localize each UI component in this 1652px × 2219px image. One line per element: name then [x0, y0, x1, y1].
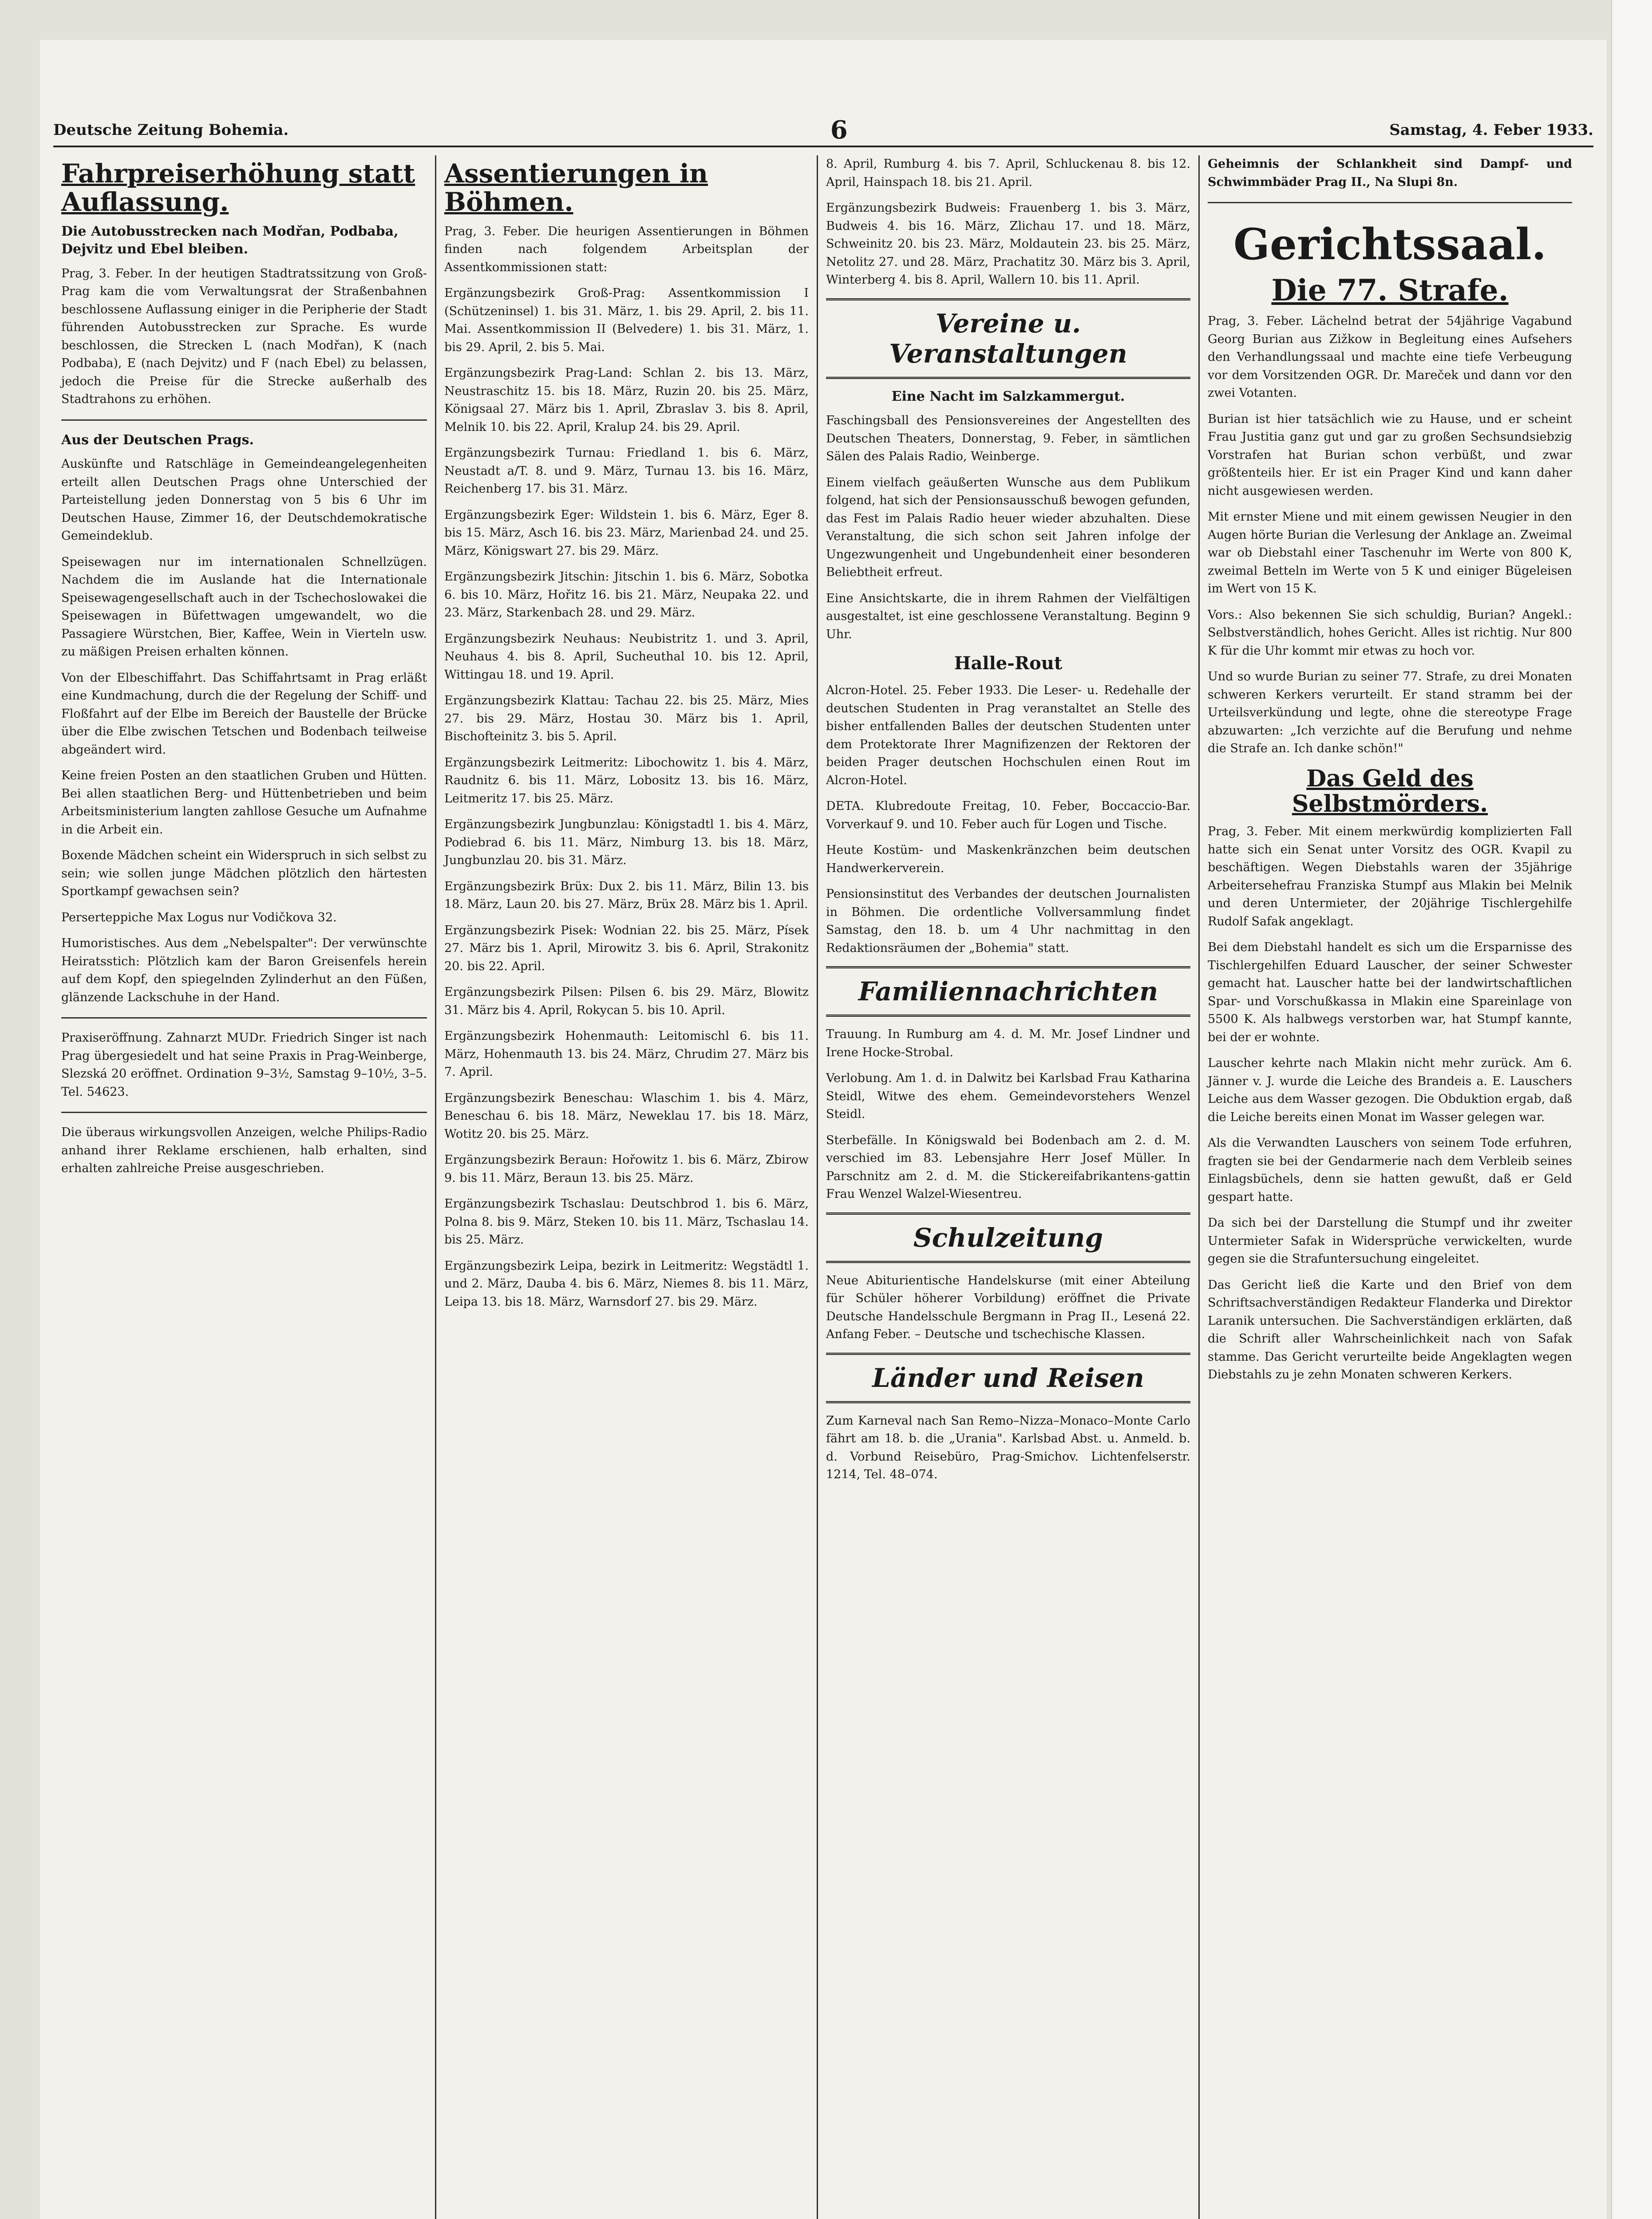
article-paragraph: Pensionsinstitut des Verbandes der deutschen Journalisten in Böhmen. Die ordentliche Vollversammlung findet Samstag, den 18. b. um 4 Uhr nachmittag in den Redaktionsräumen der „Bohemia" statt.: [826, 887, 1190, 955]
district-schedule: Ergänzungsbezirk Beneschau: Wlaschim 1. bis 4. März, Beneschau 6. bis 18. März, Neweklau 17. bis 18. März, Wotitz 20. bis 25. März.: [444, 1091, 809, 1141]
family-notice: Trauung. In Rumburg am 4. d. M. Mr. Josef Lindner und Irene Hocke-Strobal.: [826, 1027, 1190, 1059]
article-paragraph: Einem vielfach geäußerten Wunsche aus dem Publikum folgend, hat sich der Pensionsausschuß bewogen gefunden, das Fest im Palais Radio heuer wieder abzuhalten. Diese Veranstaltung, die sich schon seit Jahren infolge der Ungezwungenheit und Ungebundenheit einer besonderen Beliebtheit erfreut.: [826, 475, 1190, 579]
article-paragraph: Auskünfte und Ratschläge in Gemeindeangelegenheiten erteilt allen Deutschen Prags ohne Unterschied der Parteistellung jeden Donnerstag von 5 bis 6 Uhr im Deutschen Hause, Zimmer 16, der Deutschdemokratische Gemeindeklub.: [61, 457, 427, 543]
article-paragraph: Als die Verwandten Lauschers von seinem Tode erfuhren, fragten sie bei der Gendarmerie nach dem Verbleib seines Einlagsbüchels, denn sie hatten gewußt, daß er Geld gespart hatte.: [1208, 1136, 1572, 1204]
article-paragraph: Vors.: Also bekennen Sie sich schuldig, Burian? Angekl.: Selbstverständlich, hohes Gericht. Alles ist richtig. Nur 800 K für die Uhr kommt mir etwas zu hoch vor.: [1208, 608, 1572, 658]
article-paragraph: Heute Kostüm- und Maskenkränzchen beim deutschen Handwerkerverein.: [826, 843, 1190, 875]
district-schedule: Ergänzungsbezirk Neuhaus: Neubistritz 1. und 3. April, Neuhaus 4. bis 8. April, Sucheuthal 10. bis 12. April, Wittingau 18. und 19. April.: [444, 632, 809, 682]
article-paragraph: Lauscher kehrte nach Mlakin nicht mehr zurück. Am 6. Jänner v. J. wurde die Leiche des Brandeis a. E. Lauschers Leiche aus dem Wasser gezogen. Die Obduktion ergab, daß die Leiche bereits einen Monat im Wasser gelegen war.: [1208, 1056, 1572, 1124]
district-schedule: Ergänzungsbezirk Beraun: Hořowitz 1. bis 6. März, Zbirow 9. bis 11. März, Beraun 13. bis 25. März.: [444, 1153, 809, 1185]
article-paragraph: Und so wurde Burian zu seiner 77. Strafe, zu drei Monaten schweren Kerkers verurteilt. Er stand stramm bei der Urteilsverkündung und legte, ohne die stereotype Frage abzuwarten: „Ich verzichte auf die Berufung und nehme die Strafe an. Ich danke schön!": [1208, 670, 1572, 756]
section-heading: Eine Nacht im Salzkammergut.: [891, 388, 1125, 404]
article-paragraph: Das Gericht ließ die Karte und den Brief von dem Schriftsachverständigen Redakteur Flanderka und Direktor Laranik untersuchen. Die Sachverständigen erklärten, daß die Schrift aller Wahrscheinlichkeit nach von Safak stamme. Das Gericht verurteilte beide Angeklagten wegen Diebstahls zu je zehn Monaten schweren Kerkers.: [1208, 1278, 1572, 1382]
notice-paragraph: Praxiseröffnung. Zahnarzt MUDr. Friedrich Singer ist nach Prag übergesiedelt und hat seine Praxis in Prag-Weinberge, Slezská 20 eröffnet. Ordination 9–3½, Samstag 9–10½, 3–5. Tel. 54623.: [61, 1031, 427, 1099]
article-paragraph: Burian ist hier tatsächlich wie zu Hause, und er scheint Frau Justitia ganz gut und gar zu großen Sechsundsiebzig Vorstrafen hat Burian schon verbüßt, und zwar größtenteils hier. Er ist ein Prager Kind und kann daher nicht ausgewiesen werden.: [1208, 412, 1572, 498]
notice-paragraph: Die überaus wirkungsvollen Anzeigen, welche Philips-Radio anhand ihrer Reklame erschienen, halb erhalten, sind erhalten zahlreiche Preise ausgeschrieben.: [61, 1125, 427, 1176]
article-paragraph: Faschingsball des Pensionsvereines der Angestellten des Deutschen Theaters, Donnerstag, 9. Feber, in sämtlichen Sälen des Palais Radio, Weinberge.: [826, 414, 1190, 463]
advert-line: Geheimnis der Schlankheit sind Dampf- und Schwimmbäder Prag II., Na Slupi 8n.: [1208, 157, 1572, 189]
advert-line: Perserteppiche Max Logus nur Vodičkova 32.: [61, 910, 337, 924]
section-banner: Familiennachrichten: [826, 966, 1190, 1017]
divider: [1208, 202, 1572, 203]
district-schedule: Ergänzungsbezirk Jitschin: Jitschin 1. bis 6. März, Sobotka 6. bis 10. März, Hořitz 16. bis 21. März, Neupaka 22. und 23. März, Starkenbach 28. und 29. März.: [444, 570, 809, 620]
article-paragraph: Da sich bei der Darstellung die Stumpf und ihr zweiter Untermieter Safak in Widersprüche verwickelten, wurde gegen sie die Strafuntersuchung eingeleitet.: [1208, 1216, 1572, 1266]
article-paragraph: Mit ernster Miene und mit einem gewissen Neugier in den Augen hörte Burian die Verlesung der Anklage an. Zweimal war ob Diebstahl einer Taschenuhr im Werte von 800 K, zweimal Betteln im Werte von 5 K und einiger Bügeleisen im Wert von 15 K.: [1208, 510, 1572, 596]
divider: [61, 419, 427, 421]
article-title: Das Geld des Selbstmörders.: [1292, 765, 1488, 817]
district-schedule: Ergänzungsbezirk Jungbunzlau: Königstadtl 1. bis 4. März, Podiebrad 6. bis 11. März, Nimburg 13. bis 18. März, Jungbunzlau 20. bis 31. März.: [444, 817, 809, 868]
section-heading: Aus der Deutschen Prags.: [61, 432, 254, 448]
paper-name: Deutsche Zeitung Bohemia.: [53, 121, 289, 139]
column-2: [435, 155, 817, 2219]
article-title: Die 77. Strafe.: [1271, 272, 1509, 308]
district-schedule: Ergänzungsbezirk Pilsen: Pilsen 6. bis 29. März, Blowitz 31. März bis 4. April, Rokycan 5. bis 10. April.: [444, 985, 809, 1017]
family-notice: Verlobung. Am 1. d. in Dalwitz bei Karlsbad Frau Katharina Steidl, Witwe des ehem. Gemeindevorstehers Wenzel Steidl.: [826, 1071, 1190, 1121]
district-schedule: Ergänzungsbezirk Eger: Wildstein 1. bis 6. März, Eger 8. bis 15. März, Asch 16. bis 23. März, Marienbad 24. und 25. März, Königswart 27. bis 29. März.: [444, 508, 809, 558]
scan-margin: [1611, 0, 1652, 2219]
section-title: Gerichtssaal.: [1233, 219, 1547, 269]
article-paragraph: Prag, 3. Feber. Die heurigen Assentierungen in Böhmen finden nach folgendem Arbeitsplan der Assentkommissionen statt:: [444, 224, 809, 274]
article-paragraph: Eine Ansichtskarte, die in ihrem Rahmen der Vielfältigen ausgestaltet, ist eine geschlossene Veranstaltung. Beginn 9 Uhr.: [826, 591, 1190, 641]
district-schedule: Ergänzungsbezirk Leipa, bezirk in Leitmeritz: Wegstädtl 1. und 2. März, Dauba 4. bis 6. März, Niemes 8. bis 11. März, Leipa 13. bis 18. März, Warnsdorf 27. bis 29. März.: [444, 1259, 809, 1309]
article-paragraph: DETA. Klubredoute Freitag, 10. Feber, Boccaccio-Bar. Vorverkauf 9. und 10. Feber auch für Logen und Tische.: [826, 799, 1190, 831]
section-banner: Länder und Reisen: [826, 1353, 1190, 1403]
travel-notice: Zum Karneval nach San Remo–Nizza–Monaco–Monte Carlo fährt am 18. b. die „Urania". Karlsbad Abst. u. Anmeld. b. d. Vorbund Reisebüro, Prag-Smichov. Lichtenfelserstr. 1214, Tel. 48–074.: [826, 1414, 1190, 1481]
article-paragraph: Prag, 3. Feber. Mit einem merkwürdig komplizierten Fall hatte sich ein Senat unter Vorsitz des OGR. Kvapil zu beschäftigen. Wegen Diebstahls waren der 35jährige Arbeitersehefrau Franziska Stumpf aus Mlakin bei Melnik und deren Untermieter, der 20jährige Tischlergehilfe Rudolf Safak angeklagt.: [1208, 825, 1572, 928]
article-title: Assentierungen in Böhmen.: [444, 158, 708, 217]
column-1: [53, 155, 435, 2219]
divider: [61, 1017, 427, 1019]
district-schedule: Ergänzungsbezirk Groß-Prag: Assentkommission I (Schützeninsel) 1. bis 31. März, 1. bis 29. April, 2. bis 11. Mai. Assentkommission II (Belvedere) 1. bis 31. März, 1. bis 29. April, 2. bis 5. Mai.: [444, 286, 809, 354]
article-paragraph: Von der Elbeschiffahrt. Das Schiffahrtsamt in Prag erläßt eine Kundmachung, durch die der Regelung der Schiff- und Floßfahrt auf der Elbe im Bereich der Baustelle der Brücke über die Elbe zwischen Tetschen und Bodenbach teilweise abgeändert wird.: [61, 671, 427, 757]
district-schedule: Ergänzungsbezirk Budweis: Frauenberg 1. bis 3. März, Budweis 4. bis 16. März, Zlichau 17. und 18. März, Schweinitz 20. bis 23. März, Moldautein 23. bis 25. März, Netolitz 27. und 28. März, Prachatitz 30. März bis 3. April, Winterberg 4. bis 8. April, Wallern 10. bis 11. April.: [826, 201, 1190, 287]
article-paragraph: Speisewagen nur im internationalen Schnellzügen. Nachdem die im Auslande hat die Internationale Speisewagengesellschaft auch in der Tschechoslowakei die Speisewagen in Büfettwagen umgewandelt, wo die Passagiere Würstchen, Bier, Kaffee, Wein in Vierteln usw. zu mäßigen Preisen erhalten können.: [61, 555, 427, 659]
section-banner: Vereine u. Veranstaltungen: [826, 298, 1190, 379]
column-3: [817, 155, 1198, 2219]
district-schedule: Ergänzungsbezirk Leitmeritz: Libochowitz 1. bis 4. März, Raudnitz 6. bis 11. März, Lobositz 13. bis 16. März, Leitmeritz 17. bis 25. März.: [444, 755, 809, 805]
family-notice: Sterbefälle. In Königswald bei Bodenbach am 2. d. M. verschied im 83. Lebensjahre Herr Josef Müller. In Parschnitz am 2. d. M. die Stickereifabrikantens-gattin Frau Wenzel Walzel-Wiesentreu.: [826, 1133, 1190, 1201]
district-schedule: Ergänzungsbezirk Turnau: Friedland 1. bis 6. März, Neustadt a/T. 8. und 9. März, Turnau 13. bis 16. März, Reichenberg 17. bis 31. März.: [444, 446, 809, 496]
issue-date: Samstag, 4. Feber 1933.: [1389, 121, 1593, 139]
section-heading: Halle-Rout: [954, 653, 1063, 674]
district-schedule: 8. April, Rumburg 4. bis 7. April, Schluckenau 8. bis 12. April, Hainspach 18. bis 21. April.: [826, 157, 1190, 189]
district-schedule: Ergänzungsbezirk Pisek: Wodnian 22. bis 25. März, Písek 27. März bis 1. April, Mirowitz 3. bis 6. April, Strakonitz 20. bis 22. April.: [444, 923, 809, 973]
section-banner: Schulzeitung: [826, 1212, 1190, 1263]
district-schedule: Ergänzungsbezirk Klattau: Tachau 22. bis 25. März, Mies 27. bis 29. März, Hostau 30. März bis 1. April, Bischofteinitz 3. bis 5. April.: [444, 694, 809, 744]
district-schedule: Ergänzungsbezirk Tschaslau: Deutschbrod 1. bis 6. März, Polna 8. bis 9. März, Steken 10. bis 11. März, Tschaslau 14. bis 25. März.: [444, 1197, 809, 1247]
columns: [53, 155, 1593, 2219]
article-paragraph: Prag, 3. Feber. In der heutigen Stadtratssitzung von Groß-Prag kam die vom Verwaltungsrat der Straßenbahnen beschlossene Auflassung einiger in die Peripherie der Stadt führenden Autobusstrecken zur Sprache. Es wurde beschlossen, die Strecken L (nach Modřan), K (nach Podbaba), E (nach Dejvitz) und F (nach Ebel) zu belassen, jedoch die Preise für die Strecke außerhalb des Stadtrahons zu erhöhen.: [61, 266, 427, 407]
page-header: [53, 115, 1593, 147]
article-title: Fahrpreiserhöhung statt Auflassung.: [61, 158, 415, 217]
article-paragraph: Boxende Mädchen scheint ein Widerspruch in sich selbst zu sein; wie sollen junge Mädchen plötzlich den härtesten Sportkampf gewachsen sein?: [61, 849, 427, 899]
divider: [61, 1112, 427, 1113]
article-paragraph: Bei dem Diebstahl handelt es sich um die Ersparnisse des Tischlergehilfen Eduard Lauscher, der seiner Schwester gemacht hat. Lauscher hatte bei der landwirtschaftlichen Spar- und Vorschußkassa in Mlakin eine Spareinlage von 5500 K. Als halbwegs verstorben war, hat Stumpf kannte, bei der er wohnte.: [1208, 940, 1572, 1044]
district-schedule: Ergänzungsbezirk Brüx: Dux 2. bis 11. März, Bilin 13. bis 18. März, Laun 20. bis 27. März, Brüx 28. März bis 1. April.: [444, 879, 809, 912]
page-number: 6: [830, 115, 848, 145]
article-paragraph: Alcron-Hotel. 25. Feber 1933. Die Leser- u. Redehalle der deutschen Studenten in Prag veranstaltet an Stelle des bisher entfallenden Balles der deutschen Studenten unter dem Protektorate Ihrer Magnifizenzen der Rektoren der beiden Prager deutschen Hochschulen einen Rout im Alcron-Hotel.: [826, 683, 1190, 787]
article-paragraph: Prag, 3. Feber. Lächelnd betrat der 54jährige Vagabund Georg Burian aus Zižkow in Begleitung eines Aufsehers den Verhandlungssaal und machte eine tiefe Verbeugung vor dem Vorsitzenden OGR. Dr. Mareček und dann vor den zwei Votanten.: [1208, 314, 1572, 400]
article-subtitle: Die Autobusstrecken nach Modřan, Podbaba, Dejvitz und Ebel bleiben.: [61, 223, 399, 257]
district-schedule: Ergänzungsbezirk Hohenmauth: Leitomischl 6. bis 11. März, Hohenmauth 13. bis 24. März, Chrudim 27. März bis 7. April.: [444, 1029, 809, 1079]
school-notice: Neue Abiturientische Handelskurse (mit einer Abteilung für Schüler höherer Vorbildung) eröffnet die Private Deutsche Handelsschule Bergmann in Prag II., Lesená 22. Anfang Feber. – Deutsche und tschechische Klassen.: [826, 1273, 1190, 1341]
article-paragraph: Humoristisches. Aus dem „Nebelspalter": Der verwünschte Heiratsstich: Plötzlich kam der Baron Greisenfels herein auf dem Kopf, den spiegelnden Zylinderhut an den Füßen, glänzende Lackschuhe in der Hand.: [61, 936, 427, 1004]
column-4: [1198, 155, 1580, 2219]
article-paragraph: Keine freien Posten an den staatlichen Gruben und Hütten. Bei allen staatlichen Berg- und Hüttenbetrieben und beim Arbeitsministerium langten zahllose Gesuche um Aufnahme in die Arbeit ein.: [61, 769, 427, 837]
newspaper-page: [40, 40, 1607, 2219]
district-schedule: Ergänzungsbezirk Prag-Land: Schlan 2. bis 13. März, Neustraschitz 15. bis 18. März, Ruzin 20. bis 25. März, Königsaal 27. März bis 1. April, Zbraslav 3. bis 8. April, Melnik 10. bis 22. April, Kralup 24. bis 29. April.: [444, 366, 809, 434]
